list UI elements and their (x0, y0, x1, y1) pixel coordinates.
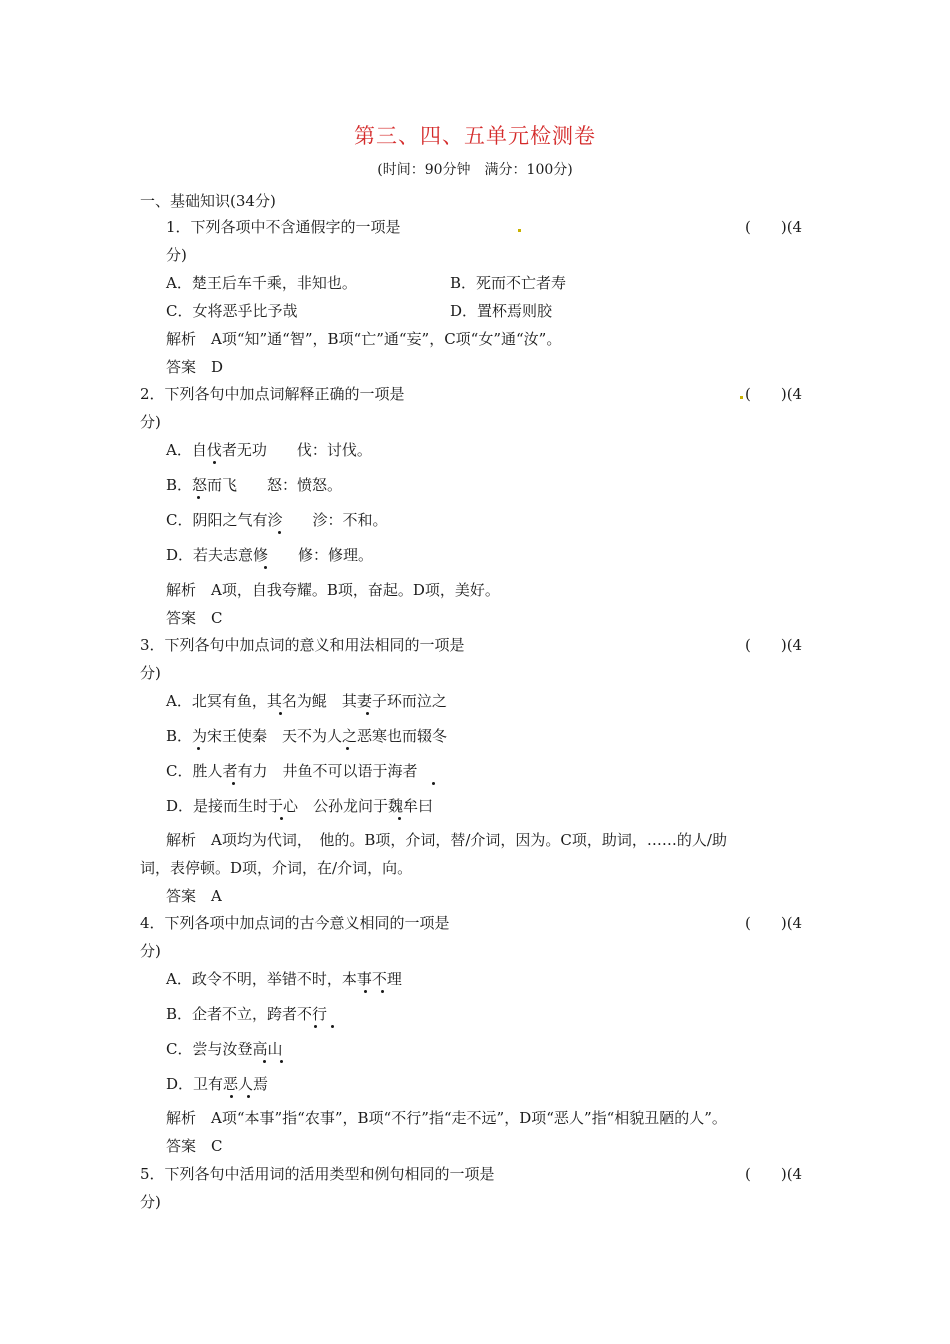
question-2-answer-paren: ( )(4 (745, 385, 803, 403)
question-1-score-tail: 分) (166, 246, 187, 264)
question-1-option-b: B．死而不亡者寿 (450, 274, 567, 292)
question-2-analysis: 解析 A项，自我夸耀。B项，奋起。D项，美好。 (166, 581, 500, 599)
emphasis-dot (366, 712, 369, 715)
question-4-analysis: 解析 A项“本事”指“农事”，B项“不行”指“走不远”，D项“恶人”指“相貌丑陋的人”。 (166, 1109, 727, 1127)
page-title: 第三、四、五单元检测卷 (354, 124, 596, 148)
question-1-option-a: A．楚王后车千乘，非知也。 (166, 274, 357, 292)
question-5-stem: 5．下列各句中活用词的活用类型和例句相同的一项是 (140, 1165, 495, 1183)
question-3-option-a: A．北冥有鱼，其名为鲲 其妻子环而泣之 (166, 692, 447, 710)
question-4-score-tail: 分) (140, 942, 161, 960)
emphasis-dot (213, 461, 216, 464)
emphasis-dot (197, 747, 200, 750)
emphasis-dot (263, 1060, 266, 1063)
question-5-score-tail: 分) (140, 1193, 161, 1211)
emphasis-dot (364, 990, 367, 993)
emphasis-dot (280, 1060, 283, 1063)
question-1-analysis: 解析 A项“知”通“智”，B项“亡”通“妄”，C项“女”通“汝”。 (166, 330, 562, 348)
question-2-score-tail: 分) (140, 413, 161, 431)
question-2-option-a: A．自伐者无功 伐：讨伐。 (166, 441, 372, 459)
question-5-answer-paren: ( )(4 (745, 1165, 803, 1183)
question-1-stem: 1．下列各项中不含通假字的一项是 (166, 218, 401, 236)
emphasis-dot (398, 817, 401, 820)
exam-info: (时间：90分钟 满分：100分) (377, 162, 573, 178)
section-heading: 一、基础知识(34分) (140, 192, 276, 210)
emphasis-dot (346, 747, 349, 750)
question-4-option-b: B．企者不立，跨者不行 (166, 1005, 328, 1023)
emphasis-dot (278, 531, 281, 534)
question-2-option-d: D．若夫志意修 修：修理。 (166, 546, 374, 564)
emphasis-dot (432, 782, 435, 785)
question-2-option-c: C．阴阳之气有沴 沴：不和。 (166, 511, 388, 529)
question-3-answer-paren: ( )(4 (745, 636, 803, 654)
question-3-analysis-line-2: 词，表停顿。D项，介词，在/介词，向。 (140, 859, 413, 877)
question-4-answer: 答案 C (166, 1137, 223, 1155)
question-1-answer: 答案 D (166, 358, 224, 376)
question-1-answer-paren: ( )(4 (745, 218, 803, 236)
emphasis-dot (247, 1095, 250, 1098)
question-3-analysis-line-1: 解析 A项均为代词， 他的。B项，介词，替/介词，因为。C项，助词，……的人/助 (166, 831, 727, 849)
question-3-option-c: C．胜人者有力 井鱼不可以语于海者 (166, 762, 418, 780)
emphasis-dot (331, 1025, 334, 1028)
emphasis-dot (314, 1025, 317, 1028)
highlight-mark (740, 396, 743, 399)
emphasis-dot (232, 782, 235, 785)
question-4-stem: 4．下列各项中加点词的古今意义相同的一项是 (140, 914, 450, 932)
emphasis-dot (264, 566, 267, 569)
emphasis-dot (279, 712, 282, 715)
emphasis-dot (381, 990, 384, 993)
question-3-stem: 3．下列各句中加点词的意义和用法相同的一项是 (140, 636, 465, 654)
highlight-mark (518, 229, 521, 232)
question-4-answer-paren: ( )(4 (745, 914, 803, 932)
question-3-answer: 答案 A (166, 887, 222, 905)
question-3-score-tail: 分) (140, 664, 161, 682)
emphasis-dot (230, 1095, 233, 1098)
question-4-option-d: D．卫有恶人焉 (166, 1075, 269, 1093)
question-2-option-b: B．怒而飞 怒：愤怒。 (166, 476, 343, 494)
question-1-option-c: C．女将恶乎比予哉 (166, 302, 298, 320)
question-4-option-a: A．政令不明，举错不时，本事不理 (166, 970, 402, 988)
question-2-answer: 答案 C (166, 609, 223, 627)
question-1-option-d: D．置杯焉则胶 (450, 302, 553, 320)
question-4-option-c: C．尝与汝登高山 (166, 1040, 283, 1058)
question-2-stem: 2．下列各句中加点词解释正确的一项是 (140, 385, 405, 403)
emphasis-dot (197, 496, 200, 499)
question-3-option-d: D．是接而生时于心 公孙龙问于魏牟曰 (166, 797, 434, 815)
question-3-option-b: B．为宋王使秦 天不为人之恶寒也而辍冬 (166, 727, 448, 745)
emphasis-dot (280, 817, 283, 820)
